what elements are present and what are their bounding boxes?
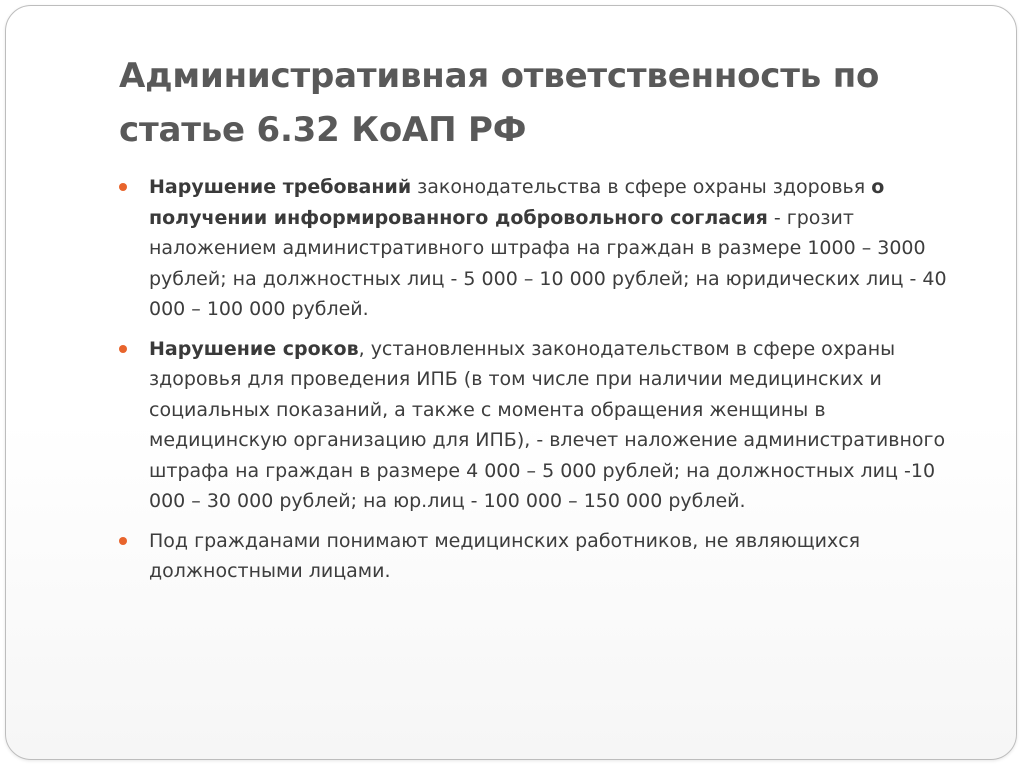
bullet-dot-icon [119, 183, 127, 191]
bullet-1-bold-topic: о получении информированного добровольного согласия [149, 176, 885, 229]
bullet-item-3 [119, 526, 964, 587]
bullet-1-text: законодательства в сфере охраны здоровья [411, 176, 872, 198]
bullet-list [119, 172, 964, 596]
bullet-dot-icon [119, 345, 127, 353]
bullet-1-bold-lead: Нарушение требований [149, 176, 412, 198]
bullet-2-bold-lead: Нарушение сроков [149, 337, 359, 360]
bullet-dot-icon [119, 537, 127, 545]
bullet-2-text: , установленных законодательством в сфере охраны здоровья для проведения ИПБ (в том числе при наличии медицинских и социальных показаний, а также с момента обращения женщины в медицинскую организацию для ИПБ), - влечет наложение административного штрафа на граждан в размере 4 000 – 5 000 рублей; на должностных лиц -10 000 – 30 000 рублей; на юр.лиц - 100 000 – 150 000 рублей. [149, 337, 946, 512]
bullet-3-text: Под гражданами понимают медицинских работников, не являющихся должностными лицами. [149, 529, 861, 582]
bullet-item-1 [119, 172, 964, 325]
bullet-1-penalties: - грозит наложением административного штрафа на граждан в размере 1000 – 3000 рублей; на должностных лиц - 5 000 – 10 000 рублей; на юридических лиц - 40 000 – 100 000 рублей. [149, 206, 947, 320]
bullet-item-2 [119, 334, 964, 517]
slide-frame [5, 5, 1017, 760]
slide-title: Административная ответственность по статье 6.32 КоАП РФ [119, 56, 880, 150]
